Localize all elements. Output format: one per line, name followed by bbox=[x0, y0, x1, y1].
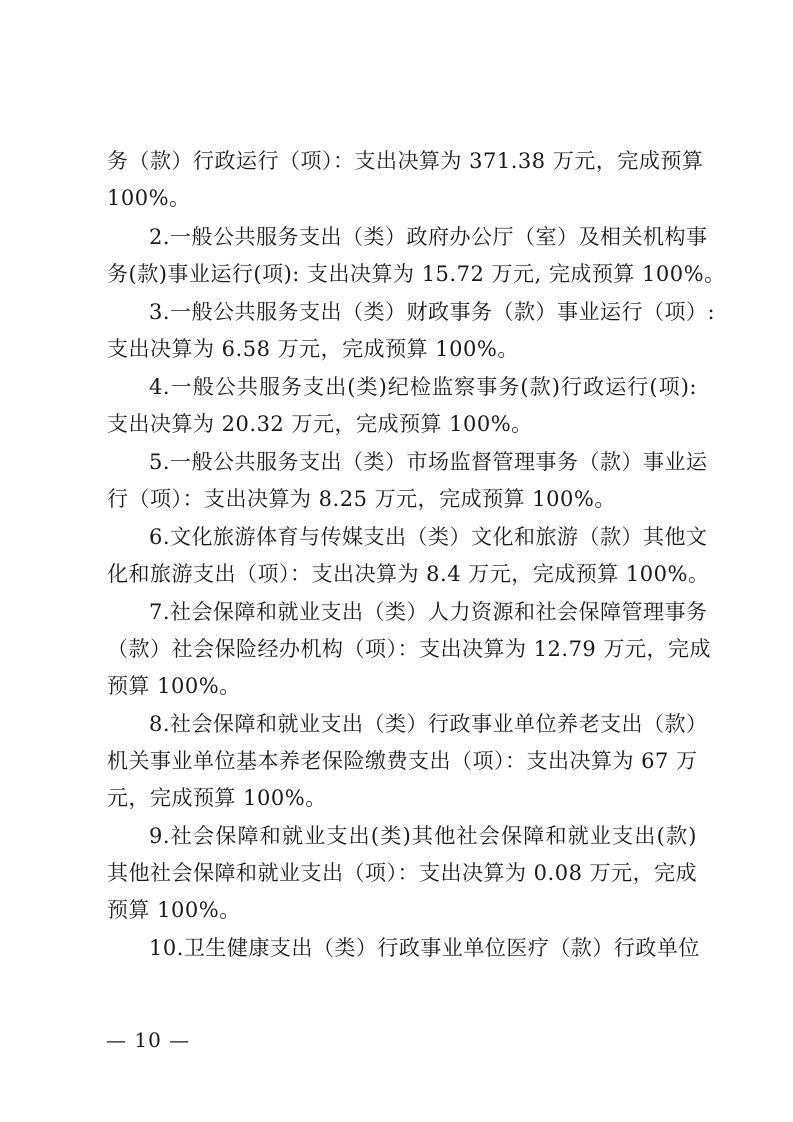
paragraph-10-line-1: 10.卫生健康支出（类）行政事业单位医疗（款）行政单位 bbox=[149, 936, 700, 960]
paragraph-7-line-3: 预算 100%。 bbox=[107, 674, 241, 698]
paragraph-3-line-2: 支出决算为 6.58 万元，完成预算 100%。 bbox=[107, 337, 519, 361]
paragraph-8-line-2: 机关事业单位基本养老保险缴费支出（项）：支出决算为 67 万 bbox=[107, 749, 698, 773]
paragraph-8-line-3: 元，完成预算 100%。 bbox=[107, 786, 327, 810]
paragraph-6-line-1: 6.文化旅游体育与传媒支出（类）文化和旅游（款）其他文 bbox=[149, 525, 708, 549]
paragraph-1-line-1: 务（款）行政运行（项）：支出决算为 371.38 万元，完成预算 bbox=[107, 149, 704, 173]
paragraph-7-line-2: （款）社会保险经办机构（项）：支出决算为 12.79 万元，完成 bbox=[107, 637, 711, 661]
page-number: — 10 — bbox=[106, 1028, 191, 1052]
paragraph-7-line-1: 7.社会保障和就业支出（类）人力资源和社会保障管理事务 bbox=[149, 600, 708, 624]
paragraph-9-line-3: 预算 100%。 bbox=[107, 898, 241, 922]
paragraph-5-line-1: 5.一般公共服务支出（类）市场监督管理事务（款）事业运 bbox=[149, 450, 708, 474]
paragraph-2-line-2: 务(款)事业运行(项): 支出决算为 15.72 万元, 完成预算 100%。 bbox=[107, 262, 726, 286]
paragraph-8-line-1: 8.社会保障和就业支出（类）行政事业单位养老支出（款） bbox=[149, 712, 708, 736]
paragraph-4-line-1: 4.一般公共服务支出(类)纪检监察事务(款)行政运行(项): bbox=[149, 375, 697, 399]
paragraph-4-line-2: 支出决算为 20.32 万元，完成预算 100%。 bbox=[107, 412, 533, 436]
paragraph-1-line-2: 100%。 bbox=[107, 186, 191, 210]
paragraph-9-line-2: 其他社会保障和就业支出（项）：支出决算为 0.08 万元，完成 bbox=[107, 861, 698, 885]
paragraph-2-line-1: 2.一般公共服务支出（类）政府办公厅（室）及相关机构事 bbox=[149, 225, 708, 249]
paragraph-9-line-1: 9.社会保障和就业支出(类)其他社会保障和就业支出(款) bbox=[149, 824, 697, 848]
paragraph-5-line-2: 行（项）：支出决算为 8.25 万元，完成预算 100%。 bbox=[107, 487, 616, 511]
paragraph-6-line-2: 化和旅游支出（项）：支出决算为 8.4 万元，完成预算 100%。 bbox=[107, 562, 710, 586]
paragraph-3-line-1: 3.一般公共服务支出（类）财政事务（款）事业运行（项）: bbox=[149, 300, 716, 324]
